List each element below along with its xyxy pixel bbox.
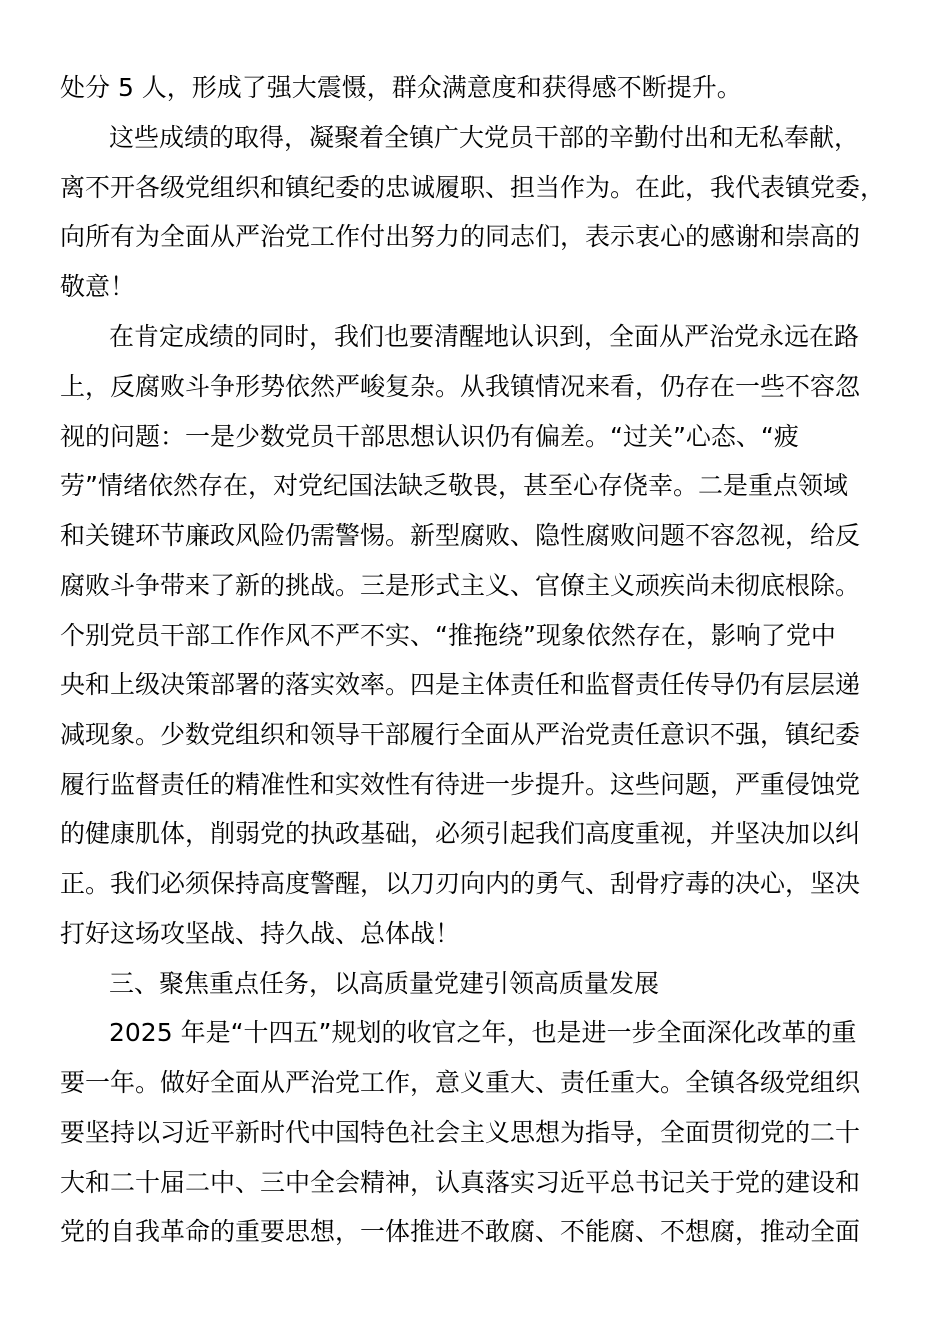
text-line: 处分 5 人，形成了强大震慑，群众满意度和获得感不断提升。 [60,73,742,102]
text-line: 向所有为全面从严治党工作付出努力的同志们，表示衷心的感谢和崇高的 [60,222,861,251]
text-line: 个别党员干部工作作风不严不实、“推拖绕”现象依然存在，影响了党中 [60,621,836,650]
text-line: 要一年。做好全面从严治党工作，意义重大、责任重大。全镇各级党组织 [60,1068,861,1097]
text-line: 减现象。少数党组织和领导干部履行全面从严治党责任意识不强，镇纪委 [60,720,861,749]
text-line: 视的问题：一是少数党员干部思想认识仍有偏差。“过关”心态、“疲 [60,422,799,451]
text-line: 履行监督责任的精准性和实效性有待进一步提升。这些问题，严重侵蚀党 [60,770,861,799]
text-line: 的健康肌体，削弱党的执政基础，必须引起我们高度重视，并坚决加以纠 [60,819,861,848]
text-line: 劳”情绪依然存在，对党纪国法缺乏敬畏，甚至心存侥幸。二是重点领域 [60,471,848,500]
paragraph-first-line: 2025 年是“十四五”规划的收官之年，也是进一步全面深化改革的重 [109,1018,857,1047]
text-line: 上，反腐败斗争形势依然严峻复杂。从我镇情况来看，仍存在一些不容忽 [60,372,861,401]
text-line: 正。我们必须保持高度警醒，以刀刃向内的勇气、刮骨疗毒的决心，坚决 [60,869,861,898]
text-line: 大和二十届二中、三中全会精神，认真落实习近平总书记关于党的建设和 [60,1168,861,1197]
text-line: 要坚持以习近平新时代中国特色社会主义思想为指导，全面贯彻党的二十 [60,1118,861,1147]
text-line: 党的自我革命的重要思想，一体推进不敢腐、不能腐、不想腐，推动全面 [60,1217,861,1246]
paragraph-first-line: 这些成绩的取得，凝聚着全镇广大党员干部的辛勤付出和无私奉献， [109,123,860,152]
text-line: 离不开各级党组织和镇纪委的忠诚履职、担当作为。在此，我代表镇党委， [60,173,886,202]
paragraph-first-line: 在肯定成绩的同时，我们也要清醒地认识到，全面从严治党永远在路 [109,322,860,351]
text-line: 敬意！ [60,272,136,301]
text-line: 和关键环节廉政风险仍需警惕。新型腐败、隐性腐败问题不容忽视，给反 [60,521,861,550]
section-heading: 三、聚焦重点任务，以高质量党建引领高质量发展 [109,969,660,998]
text-line: 腐败斗争带来了新的挑战。三是形式主义、官僚主义顽疾尚未彻底根除。 [60,571,861,600]
text-line: 打好这场攻坚战、持久战、总体战！ [60,919,461,948]
text-line: 央和上级决策部署的落实效率。四是主体责任和监督责任传导仍有层层递 [60,670,861,699]
